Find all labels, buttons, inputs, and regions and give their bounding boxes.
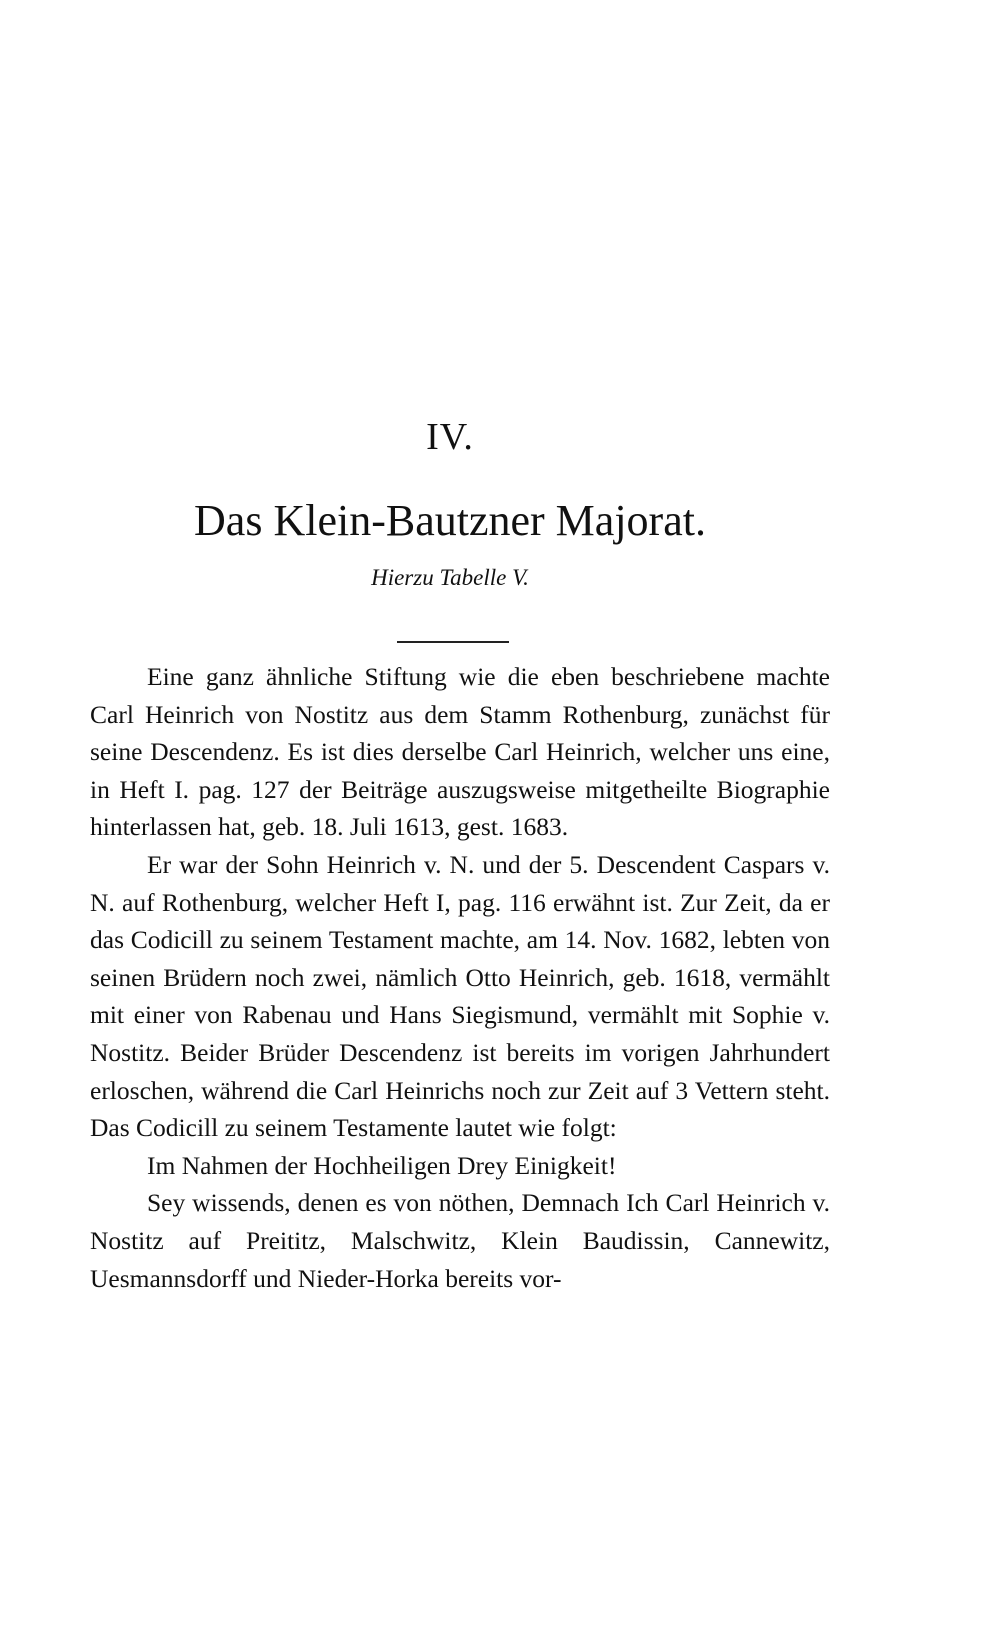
title-divider (397, 641, 509, 643)
paragraph: Er war der Sohn Heinrich v. N. und der 5. Descendent Caspars v. N. auf Rothenburg, welcher Heft I, pag. 116 erwähnt ist. Zur Zeit, da er das Codicill zu seinem Testament machte, am 14. Nov. 1682, lebten von seinen Brüdern noch zwei, nämlich Otto Heinrich, geb. 1618, vermählt mit einer von Rabenau und Hans Siegismund, vermählt mit Sophie v. Nostitz. Beider Brüder Descendenz ist bereits im vorigen Jahrhundert erloschen, während die Carl Heinrichs noch zur Zeit auf 3 Vettern steht. Das Codicill zu seinem Testamente lautet wie folgt: (90, 849, 830, 1143)
paragraph: Eine ganz ähnliche Stiftung wie die eben beschriebene machte Carl Heinrich von Nostitz aus dem Stamm Rothenburg, zunächst für seine Descendenz. Es ist dies derselbe Carl Heinrich, welcher uns eine, in Heft I. pag. 127 der Beiträge auszugsweise mitgetheilte Biographie hinterlassen hat, geb. 18. Juli 1613, gest. 1683. (90, 662, 830, 842)
paragraph: Sey wissends, denen es von nöthen, Demnach Ich Carl Heinrich v. Nostitz auf Preititz, Malschwitz, Klein Baudissin, Cannewitz, Uesmannsdorff und Nieder-Horka bereits vor- (90, 1188, 830, 1293)
body-text (90, 658, 830, 1297)
chapter-number: IV. (426, 416, 474, 458)
chapter-subtitle: Hierzu Tabelle V. (371, 565, 529, 590)
paragraph: Im Nahmen der Hochheiligen Drey Einigkeit! (147, 1150, 617, 1180)
chapter-title: Das Klein-Bautzner Majorat. (194, 496, 706, 545)
